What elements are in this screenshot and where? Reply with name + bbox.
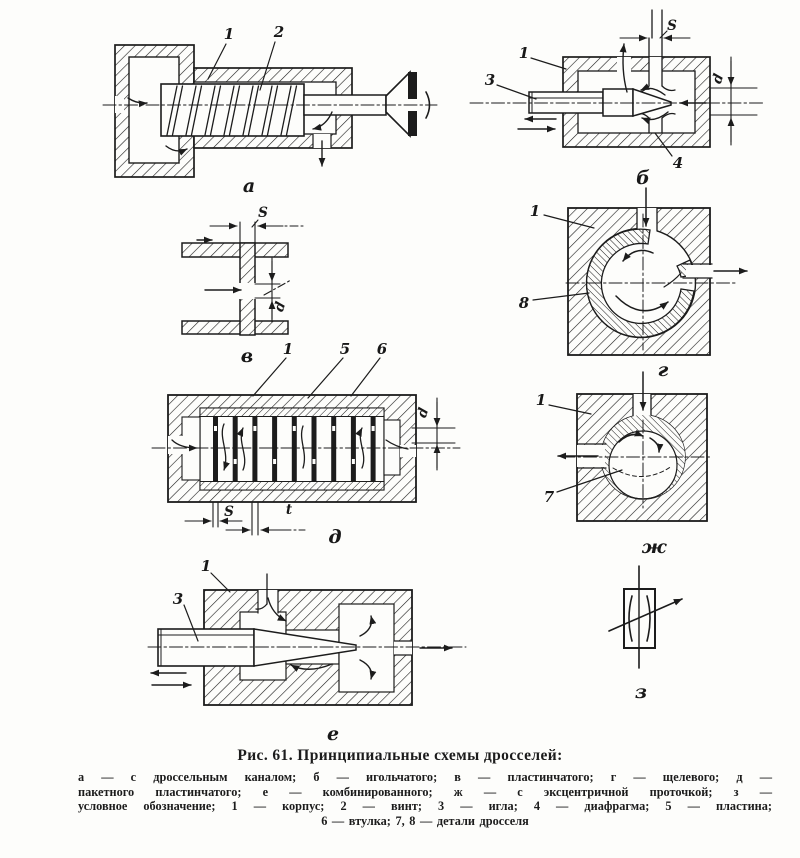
dimension-s <box>210 220 304 243</box>
figure-letter-g: г <box>657 359 669 381</box>
caption-title: Рис. 61. Принципиальные схемы дросселей: <box>237 747 563 764</box>
caption-legend-line-1: а — с дроссельным каналом; б — игольчатого; в — пластинчатого; г — щелевого; д — <box>78 770 772 784</box>
caption-legend-line-2: пакетного пластинчатого; е — комбинированного; ж — с эксцентричной проточкой; з — <box>78 784 772 799</box>
diagram-b-needle-throttle <box>470 10 764 189</box>
figure-letter-b: б <box>636 167 650 189</box>
caption-legend <box>78 770 772 829</box>
dimension-s <box>620 31 690 38</box>
diagram-g-slot-throttle <box>519 188 747 381</box>
label-part-3: 3 <box>484 71 496 89</box>
leader-lines <box>253 358 380 398</box>
figure-letter-zh: ж <box>641 536 667 558</box>
label-part-8: 8 <box>518 294 530 312</box>
label-part-1: 1 <box>200 557 212 575</box>
dim-label-s: S <box>258 205 268 221</box>
diagram-e-combined-throttle <box>148 557 466 745</box>
caption-legend-line-4: 6 — втулка; 7, 8 — детали дросселя <box>321 814 529 829</box>
diagram-zh-eccentric-throttle <box>536 372 712 558</box>
diagram-d-packet-throttle <box>152 340 460 548</box>
label-part-1: 1 <box>282 340 294 358</box>
dim-label-t: t <box>285 502 293 518</box>
label-part-3: 3 <box>172 590 184 608</box>
dimension-t <box>226 502 305 535</box>
figure-letter-d: д <box>328 526 342 548</box>
plate-pack <box>213 416 376 482</box>
figure-letter-e: е <box>326 723 340 745</box>
label-part-1: 1 <box>223 25 235 43</box>
label-part-6: 6 <box>376 340 388 358</box>
screw-head <box>386 72 430 136</box>
caption-legend-line-3: условное обозначение; 1 — корпус; 2 — винт; 3 — игла; 4 — диафрагма; 5 — пластина; <box>78 799 772 814</box>
screw <box>161 84 304 136</box>
label-part-5: 5 <box>339 340 351 358</box>
dim-label-s: S <box>667 18 677 34</box>
dimension-d <box>710 57 757 145</box>
figure-letter-z: з <box>634 681 648 703</box>
diagram-z-symbol <box>609 566 682 703</box>
outlet-channel <box>683 264 712 278</box>
label-part-1: 1 <box>535 391 547 409</box>
figure-letter-v: в <box>240 345 254 367</box>
figure-letter-a: а <box>242 175 256 197</box>
label-part-1: 1 <box>518 44 530 62</box>
label-part-2: 2 <box>273 23 285 41</box>
label-part-7: 7 <box>543 488 555 506</box>
dim-label-d: d <box>271 299 290 314</box>
label-part-4: 4 <box>672 154 684 172</box>
dim-label-s: S <box>224 504 234 520</box>
label-part-1: 1 <box>529 202 541 220</box>
diagram-a-screw-throttle <box>103 23 437 197</box>
dim-label-d: d <box>414 405 433 420</box>
dim-label-d: d <box>709 71 728 86</box>
